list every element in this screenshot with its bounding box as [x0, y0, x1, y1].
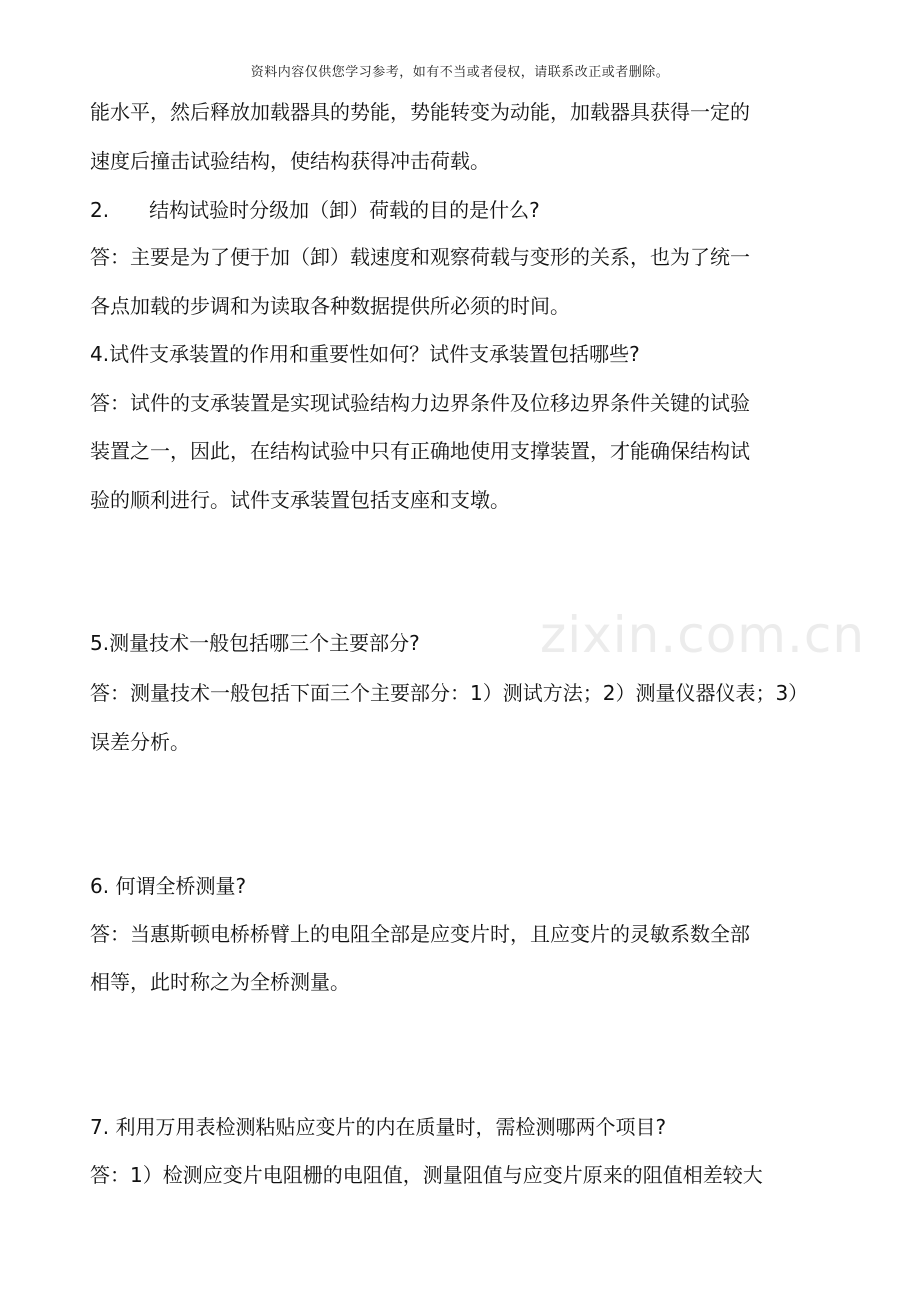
text-line-2: 速度后撞击试验结构，使结构获得冲击荷载。	[90, 149, 490, 173]
question-4: 4.试件支承装置的作用和重要性如何？试件支承装置包括哪些?	[90, 342, 640, 366]
answer-5-line-2: 误差分析。	[90, 730, 190, 754]
answer-5-line-1: 答：测量技术一般包括下面三个主要部分：1）测试方法；2）测量仪器仪表；3）	[90, 681, 809, 705]
header-disclaimer: 资料内容仅供您学习参考，如有不当或者侵权，请联系改正或者删除。	[250, 65, 670, 80]
question-5: 5.测量技术一般包括哪三个主要部分?	[90, 631, 420, 655]
answer-4-line-3: 验的顺利进行。试件支承装置包括支座和支墩。	[90, 488, 510, 512]
watermark: zixin.com.cn	[540, 606, 866, 664]
answer-7-line-1: 答：1）检测应变片电阻栅的电阻值，测量阻值与应变片原来的阻值相差较大	[90, 1163, 763, 1187]
question-6: 6. 何谓全桥测量?	[90, 874, 247, 898]
answer-6-line-2: 相等，此时称之为全桥测量。	[90, 970, 350, 994]
answer-2-line-2: 各点加载的步调和为读取各种数据提供所必须的时间。	[90, 294, 570, 318]
question-7: 7. 利用万用表检测粘贴应变片的内在质量时，需检测哪两个项目?	[90, 1115, 667, 1139]
text-line-1: 能水平，然后释放加载器具的势能，势能转变为动能，加载器具获得一定的	[90, 100, 750, 124]
answer-4-line-2: 装置之一，因此，在结构试验中只有正确地使用支撑装置，才能确保结构试	[90, 439, 750, 463]
answer-4-line-1: 答：试件的支承装置是实现试验结构力边界条件及位移边界条件关键的试验	[90, 391, 750, 415]
question-2: 2. 结构试验时分级加（卸）荷载的目的是什么?	[90, 198, 540, 222]
answer-6-line-1: 答：当惠斯顿电桥桥臂上的电阻全部是应变片时，且应变片的灵敏系数全部	[90, 922, 750, 946]
answer-2-line-1: 答：主要是为了便于加（卸）载速度和观察荷载与变形的关系，也为了统一	[90, 245, 750, 269]
